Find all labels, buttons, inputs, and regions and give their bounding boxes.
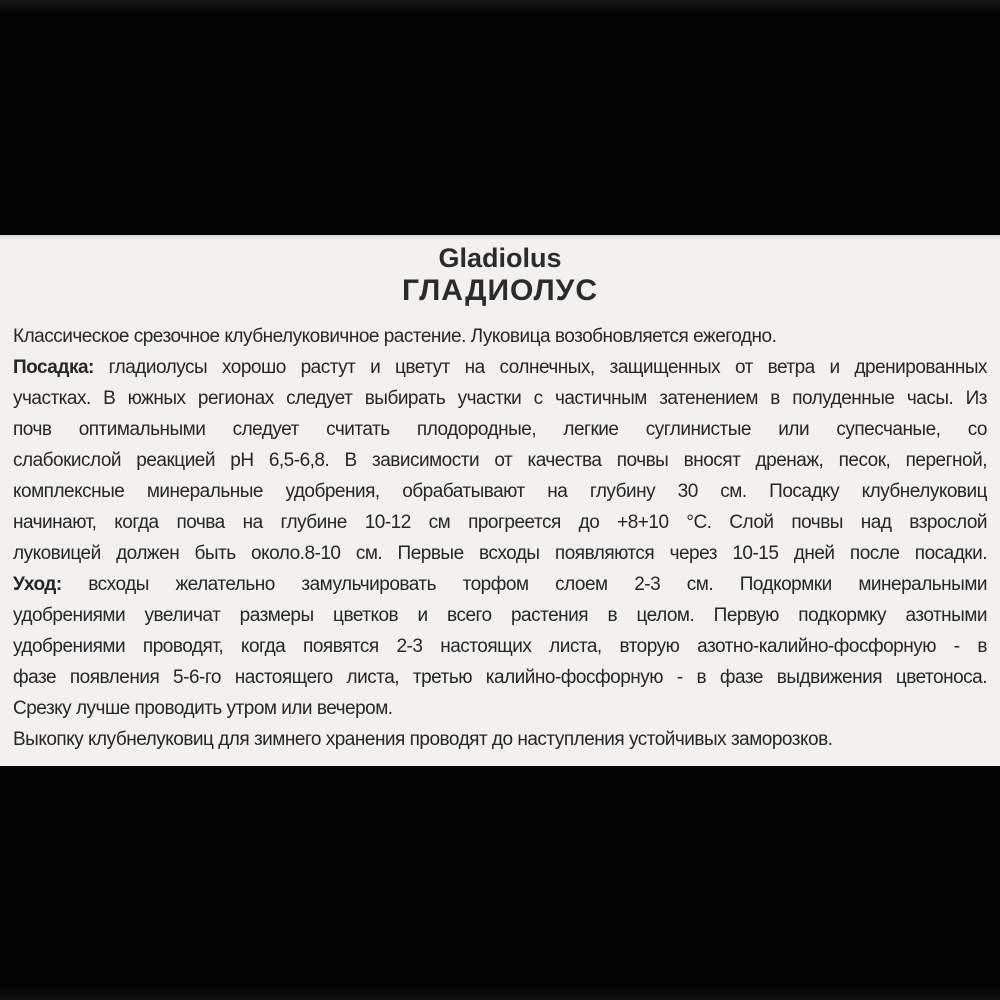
planting-line: комплексные минеральные удобрения, обрабатывают на глубину 30 см. Посадку клубнелуковиц [13,481,987,502]
intro-line: Классическое срезочное клубнелуковичное растение. Луковица возобновляется ежегодно. [13,326,777,347]
description-text [13,321,987,755]
care-label: Уход: [13,574,62,595]
planting-line: участках. В южных регионах следует выбирать участки с частичным затенением в полуденные часы. Из [13,388,987,409]
planting-line: начинают, когда почва на глубине 10-12 см прогреется до +8+10 °С. Слой почвы над взрослой [13,512,987,533]
care-line [13,569,987,600]
care-paragraph [13,569,987,724]
plant-title-latin: Gladiolus [438,243,562,273]
planting-paragraph [13,352,987,569]
plant-title-cyrillic: ГЛАДИОЛУС [402,274,598,307]
care-line: фазе появления 5-6-го настоящего листа, третью калийно-фосфорную - в фазе выдвижения цветоноса. [13,667,987,688]
planting-label: Посадка: [13,357,94,378]
planting-line: слабокислой реакцией pH 6,5-6,8. В зависимости от качества почвы вносят дренаж, песок, перегной, [13,450,987,471]
top-black-bar [0,0,1000,235]
care-line: удобрениями проводят, когда появятся 2-3 настоящих листа, вторую азотно-калийно-фосфорную - в [13,636,987,657]
care-line: удобрениями увеличат размеры цветков и всего растения в целом. Первую подкормку азотными [13,605,987,626]
planting-line [13,352,987,383]
planting-line: луковицей должен быть около.8-10 см. Первые всходы появляются через 10-15 дней после посадки. [13,543,987,564]
planting-line-text: гладиолусы хорошо растут и цветут на солнечных, защищенных от ветра и дренированных [108,357,987,378]
care-line: Срезку лучше проводить утром или вечером. [13,698,393,719]
digging-line: Выкопку клубнелуковиц для зимнего хранения проводят до наступления устойчивых заморозков. [13,729,833,750]
care-line-text: всходы желательно замульчировать торфом слоем 2-3 см. Подкормки минеральными [88,574,987,595]
description-panel [0,235,1000,766]
bottom-black-bar [0,766,1000,1000]
planting-line: почв оптимальными следует считать плодородные, легкие суглинистые или супесчаные, со [13,419,987,440]
